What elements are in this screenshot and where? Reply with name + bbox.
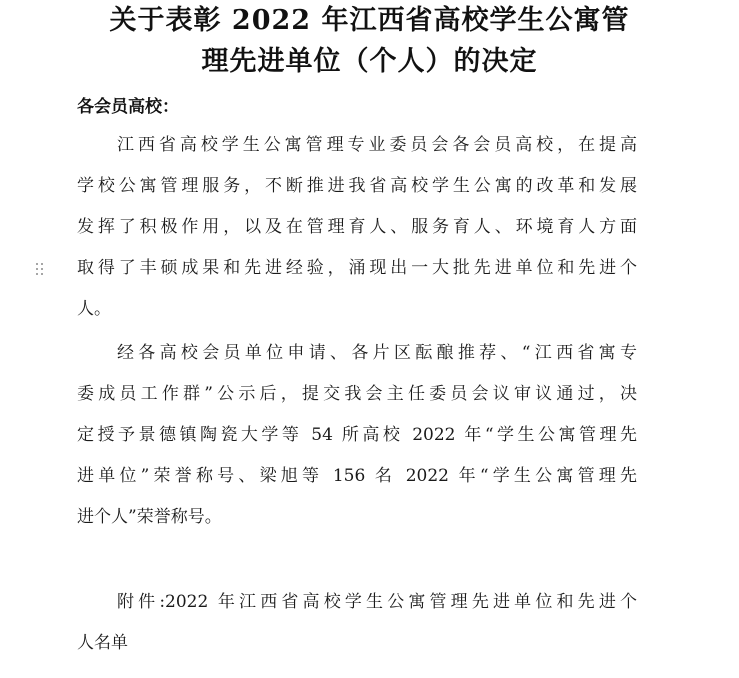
paragraph-2-line-4: 进单位”荣誉称号、梁旭等 156 名 2022 年“学生公寓管理先 <box>77 466 637 486</box>
paragraph-2-line-2: 委成员工作群”公示后，提交我会主任委员会议审议通过，决 <box>77 384 637 404</box>
attachment-line-1: 附件:2022 年江西省高校学生公寓管理先进单位和先进个 <box>117 592 637 612</box>
paragraph-2-line-5: 进个人”荣誉称号。 <box>77 507 222 527</box>
document-title-line-1: 关于表彰 2022 年江西省高校学生公寓管 <box>109 5 630 36</box>
attachment-line-2: 人名单 <box>77 633 128 653</box>
paragraph-1-line-2: 学校公寓管理服务，不断推进我省高校学生公寓的改革和发展 <box>77 176 637 196</box>
drag-handle-icon[interactable] <box>34 262 46 278</box>
document-title-line-2: 理先进单位（个人）的决定 <box>201 46 538 77</box>
paragraph-1-line-4: 取得了丰硕成果和先进经验，涌现出一大批先进单位和先进个 <box>77 258 637 278</box>
paragraph-1-line-1: 江西省高校学生公寓管理专业委员会各会员高校，在提高 <box>117 135 637 155</box>
paragraph-1-line-5: 人。 <box>77 299 111 319</box>
salutation: 各会员高校： <box>77 97 179 117</box>
paragraph-2-line-1: 经各高校会员单位申请、各片区酝酿推荐、“江西省寓专 <box>117 343 637 363</box>
paragraph-2-line-3: 定授予景德镇陶瓷大学等 54 所高校 2022 年“学生公寓管理先 <box>77 425 637 445</box>
paragraph-1-line-3: 发挥了积极作用，以及在管理育人、服务育人、环境育人方面 <box>77 217 637 237</box>
